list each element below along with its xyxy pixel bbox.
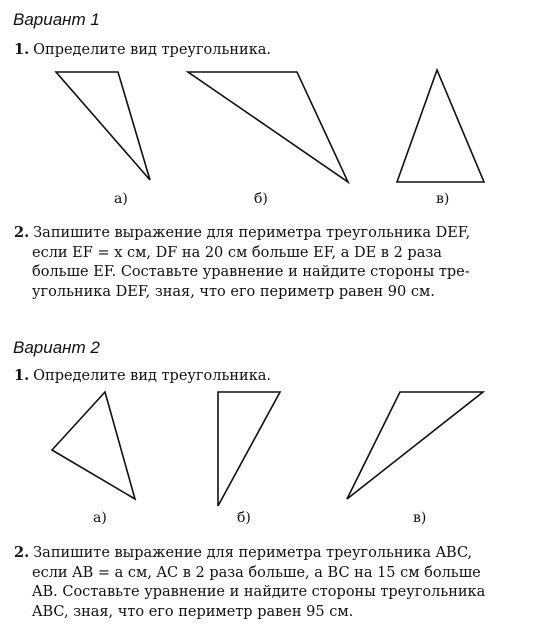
task-number: 2.	[14, 224, 30, 241]
variant-2-triangle-figures	[0, 380, 545, 530]
label-v: в)	[413, 510, 427, 526]
label-b: б)	[254, 191, 268, 207]
variant-1-triangles	[0, 0, 545, 215]
variant-2-task-2	[14, 543, 529, 622]
task-text: Определите вид треугольника.	[33, 368, 272, 384]
task-text: Определите вид треугольника.	[33, 42, 272, 58]
task-line: Запишите выражение для периметра треугольника DEF,	[33, 225, 471, 241]
triangle-b	[218, 392, 280, 506]
task-number: 1.	[14, 41, 30, 58]
variant-2-title: Вариант 2	[13, 338, 100, 357]
task-number: 1.	[14, 367, 30, 384]
triangle-v	[347, 392, 483, 499]
triangle-b	[188, 72, 348, 182]
task-line: угольника DEF, зная, что его периметр равен 90 см.	[32, 283, 435, 300]
label-v: в)	[436, 191, 450, 207]
task-line: ABC, зная, что его периметр равен 95 см.	[32, 603, 354, 620]
variant-1-task-2	[14, 223, 529, 302]
task-line: Запишите выражение для периметра треугольника ABC,	[33, 545, 473, 561]
triangle-a	[56, 72, 150, 180]
label-a: а)	[114, 191, 128, 207]
triangle-v	[397, 70, 484, 182]
variant-2-triangles	[0, 380, 545, 530]
task-line: больше EF. Составьте уравнение и найдите стороны тре-	[32, 264, 470, 280]
task-line: если AB = a см, AC в 2 раза больше, а BC на 15 см больше	[32, 564, 481, 581]
variant-1-triangle-figures	[0, 0, 545, 215]
task-line: если EF = x см, DF на 20 см больше EF, а DE в 2 раза	[32, 244, 442, 261]
label-b: б)	[237, 510, 251, 526]
variant-1-title: Вариант 1	[13, 10, 100, 29]
task-line: AB. Составьте уравнение и найдите стороны треугольника	[32, 584, 486, 600]
task-number: 2.	[14, 544, 30, 561]
label-a: а)	[93, 510, 107, 526]
triangle-a	[52, 392, 135, 499]
